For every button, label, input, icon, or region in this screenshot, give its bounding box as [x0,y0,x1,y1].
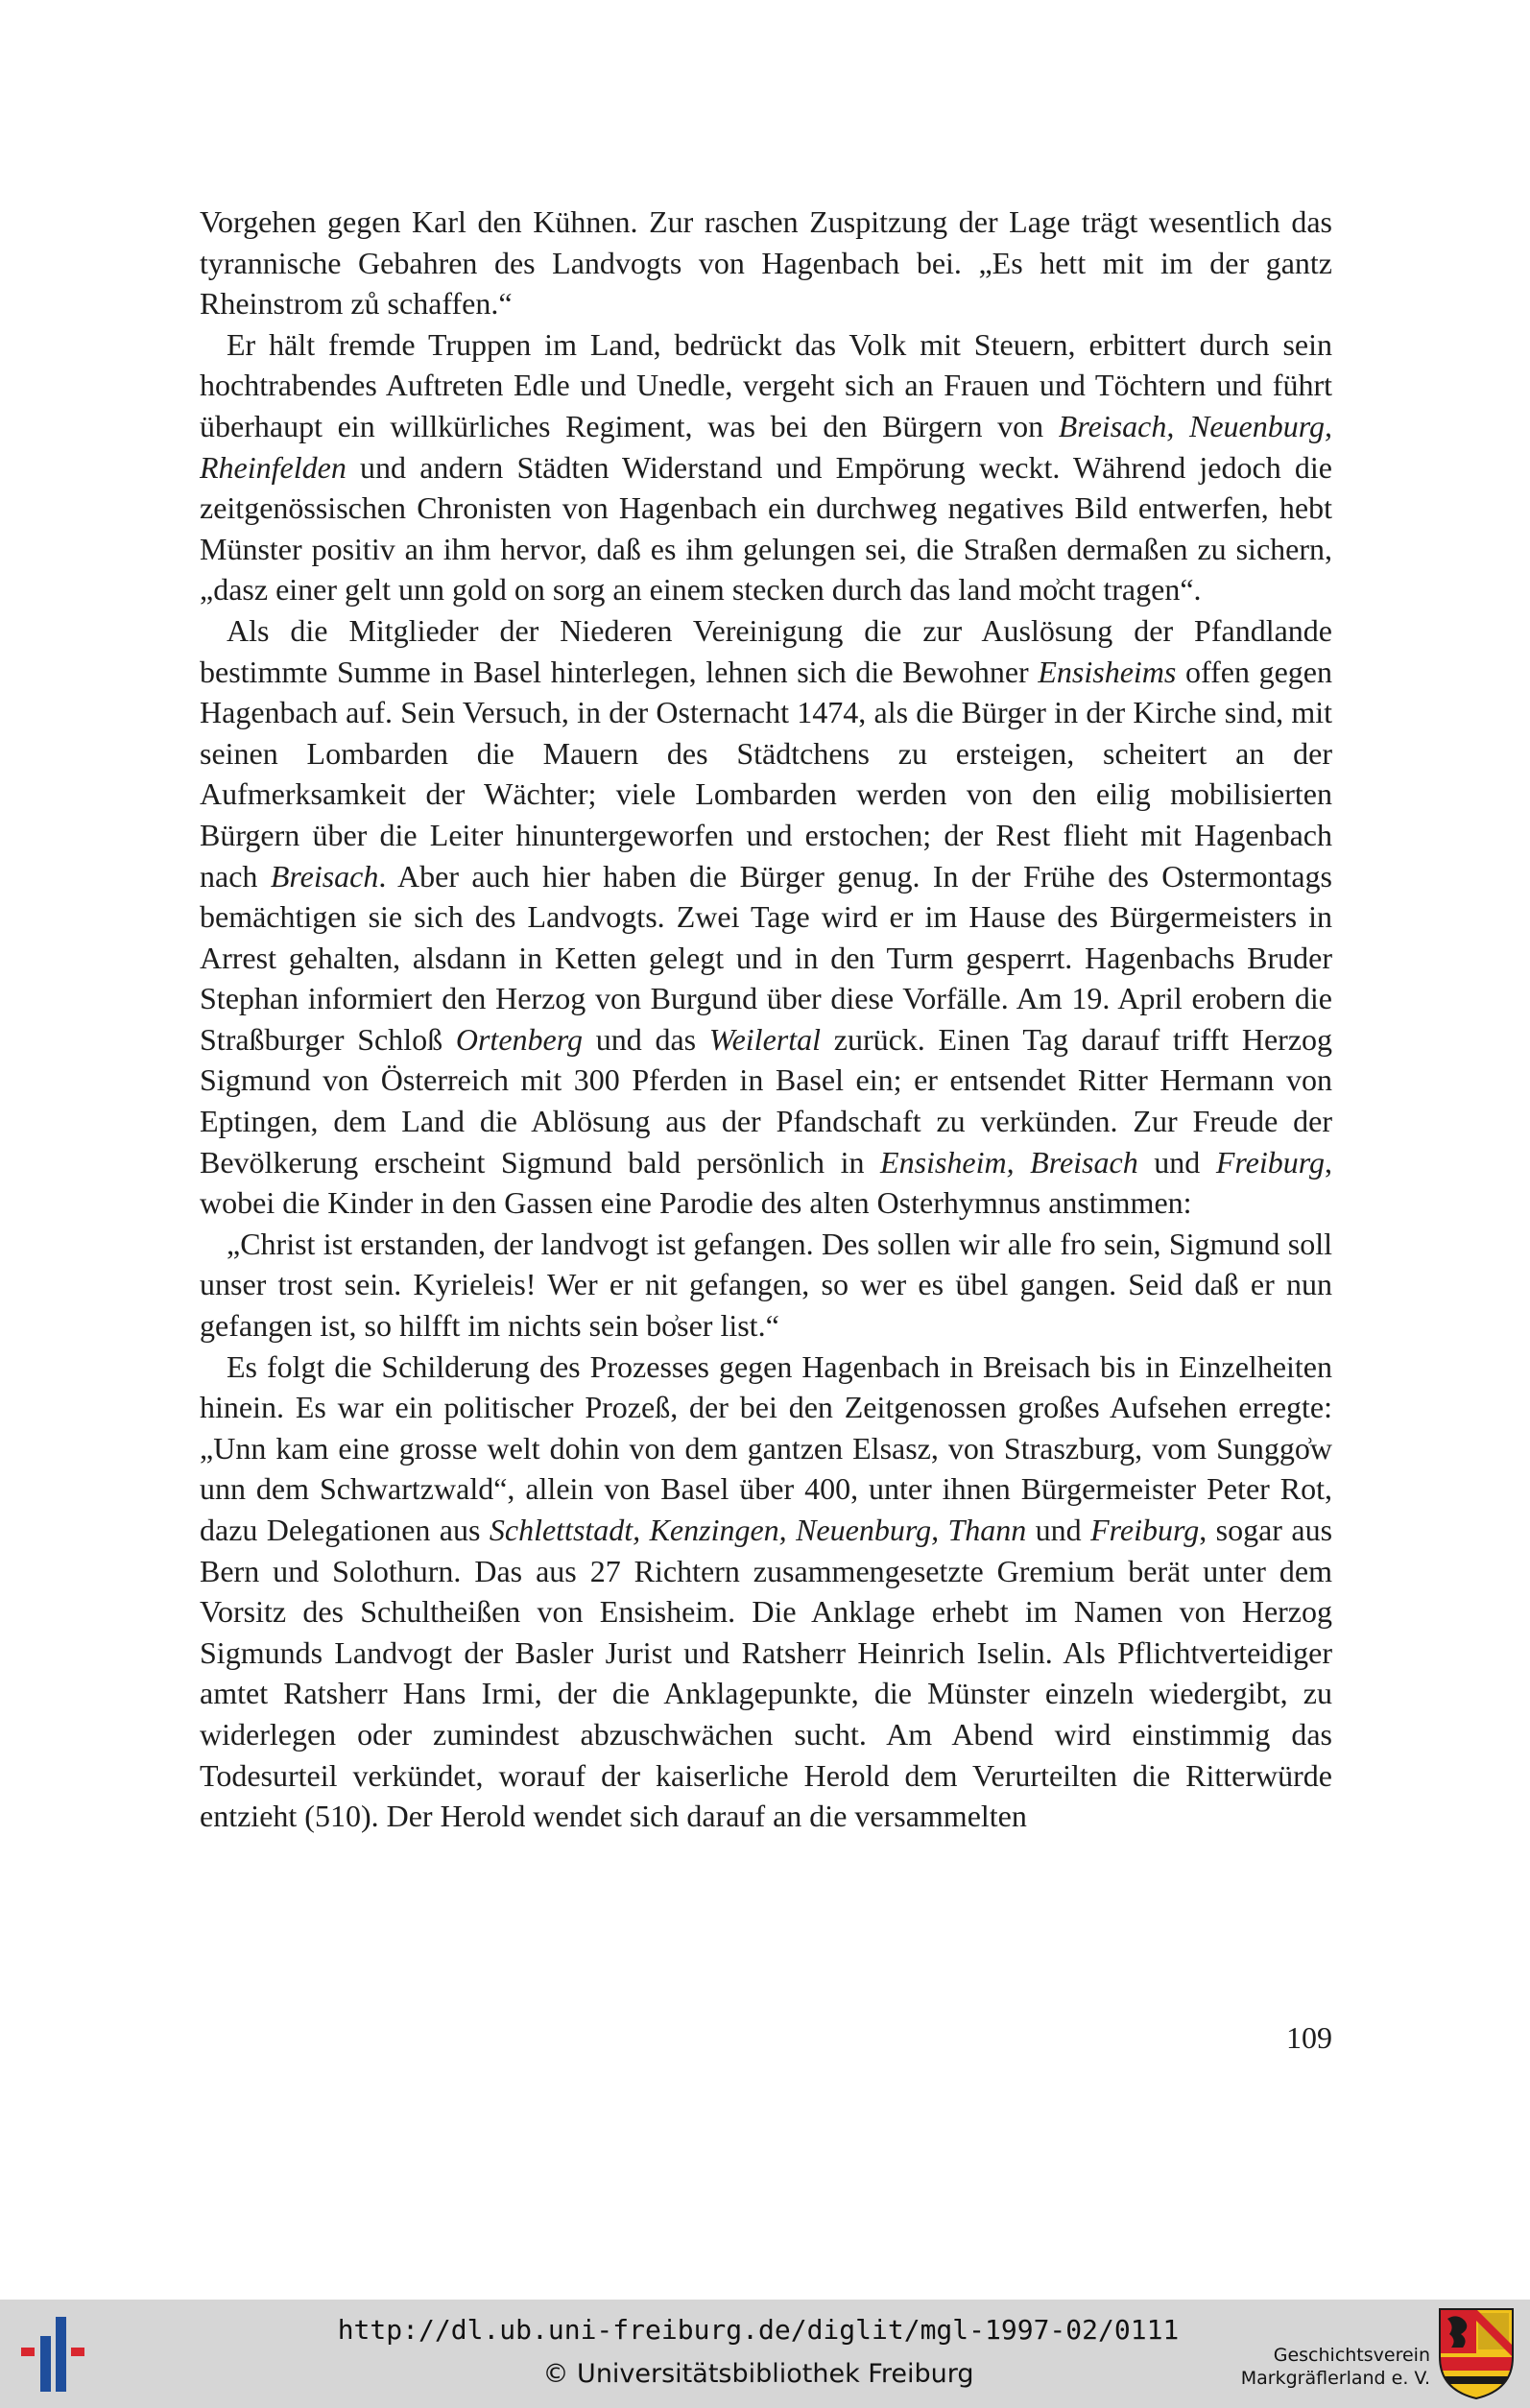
text-run: , sogar aus Bern und Solothurn. Das aus 27 Richtern zusammengesetzte Gremium berät unter dem Vorsitz des Schultheißen von Ensisheim. Die Anklage erhebt im Namen von Herzog Sigmunds Landvogt der Basler Jurist und Ratsherr Heinrich Iselin. Als Pflichtverteidiger amtet Ratsherr Hans Irmi, der die Anklagepunkte, die Münster einzeln wiedergibt, zu widerlegen oder zumindest abzuschwächen sucht. Am Abend wird einstimmig das Todesurteil verkündet, worauf der kaiserliche Herold dem Verurteilten die Ritterwürde entzieht (510). Der Herold wendet sich darauf an die versammelten [200,1513,1333,1834]
italic-place-name: Freiburg [1090,1513,1200,1547]
text-run: und das [582,1021,709,1057]
italic-place-name: Schlettstadt, Kenzingen, Neuenburg, Thann [489,1513,1027,1547]
paragraph [200,1347,1332,1837]
ub-freiburg-logo-icon [19,2313,96,2396]
paragraph [200,610,1332,1224]
footer-bar [0,2300,1530,2408]
text-run: . Aber auch hier haben die Bürger genug. In der Frühe des Ostermontags bemächtigen sie sich des Landvogts. Zwei Tage wird er im Hause des Bürgermeisters in Arrest gehalten, alsdann in Ketten gelegt und in den Turm gesperrt. Hagenbachs Bruder Stephan informiert den Herzog von Burgund über diese Vorfälle. Am 19. April erobern die Straßburger Schloß [200,858,1333,1057]
text-run: zurück. Einen Tag darauf trifft Herzog Sigmund von Österreich mit 300 Pferden in Basel ein; er entsendet Ritter Hermann von Eptingen, dem Land die Ablösung aus der Pfandschaft zu verkünden. Zur Freude der Bevölkerung erscheint Sigmund bald persönlich in [200,1021,1333,1180]
text-run: Als die Mitglieder der Niederen Vereinigung die zur Auslösung der Pfandlande bestimmte Summe in Basel hinterlegen, lehnen sich die Bewohner [200,612,1332,689]
italic-place-name: Ensisheims [1038,654,1177,689]
italic-place-name: Breisach, Neuenburg, Rheinfelden [200,408,1333,485]
text-body [200,202,1332,1837]
text-run: offen gegen Hagenbach auf. Sein Versuch, in der Osternacht 1474, als die Bürger in der Kirche sind, mit seinen Lombarden die Mauern des Städtchens zu ersteigen, scheitert an der Aufmerksamkeit der Wächter; viele Lombarden werden von den eilig mobilisierten Bürgern über die Leiter hinuntergeworfen und erstochen; der Rest flieht mit Hagenbach nach [200,654,1333,894]
page-number: 109 [1286,2020,1332,2055]
paragraph [200,1224,1332,1347]
italic-place-name: Ensisheim, Breisach [880,1144,1138,1180]
society-name-line1: Geschichtsverein [1273,2345,1430,2366]
society-name-line2: Markgräflerland e. V. [1240,2368,1430,2389]
italic-place-name: Freiburg [1215,1144,1325,1180]
italic-place-name: Ortenberg [455,1021,583,1057]
text-run: und [1137,1144,1216,1180]
copyright-notice: © Universitätsbibliothek Freiburg [542,2359,974,2389]
document-url[interactable]: http://dl.ub.uni-freiburg.de/diglit/mgl-1997-02/0111 [337,2314,1180,2346]
society-name [1219,2344,1430,2390]
text-run: Er hält fremde Truppen im Land, bedrückt das Volk mit Steuern, erbittert durch sein hochtrabendes Auftreten Edle und Unedle, vergeht sich an Frauen und Töchtern und führt überhaupt ein willkürliches Regiment, was bei den Bürgern von [200,326,1332,443]
text-run: , wobei die Kinder in den Gassen eine Parodie des alten Osterhymnus anstimmen: [200,1144,1332,1221]
coat-of-arms-icon [1436,2305,1517,2401]
text-run: und andern Städten Widerstand und Empörung weckt. Während jedoch die zeitgenössischen Chronisten von Hagenbach ein durchweg negatives Bild entwerfen, hebt Münster positiv an ihm hervor, daß es ihm gelungen sei, die Straßen dermaßen zu sichern, „dasz einer gelt unn gold on sorg an einem stecken durch das land mo͗cht tragen“. [200,449,1332,608]
italic-place-name: Weilertal [708,1021,821,1057]
paragraph [200,202,1332,324]
text-run: Vorgehen gegen Karl den Kühnen. Zur raschen Zuspitzung der Lage trägt wesentlich das tyrannische Gebahren des Landvogts von Hagenbach bei. „Es hett mit im der gantz Rheinstrom zů schaffen.“ [200,204,1332,322]
italic-place-name: Breisach [270,858,379,894]
text-run: Es folgt die Schilderung des Prozesses gegen Hagenbach in Breisach bis in Einzelheiten hinein. Es war ein politischer Prozeß, der bei den Zeitgenossen großes Aufsehen erregte: „Unn kam eine grosse welt dohin von dem gantzen Elsasz, von Straszburg, vom Sunggo͗w unn dem Schwartzwald“, allein von Basel über 400, unter ihnen Bürgermeister Peter Rot, dazu Delegationen aus [200,1348,1332,1547]
text-run: und [1026,1513,1091,1547]
text-run: „Christ ist erstanden, der landvogt ist gefangen. Des sollen wir alle fro sein, Sigmund soll unser trost sein. Kyrieleis! Wer er nit gefangen, so wer es übel gangen. Seid daß er nun gefangen ist, so hilfft im nichts sein bo͗ser list.“ [200,1226,1332,1344]
paragraph [200,324,1332,610]
